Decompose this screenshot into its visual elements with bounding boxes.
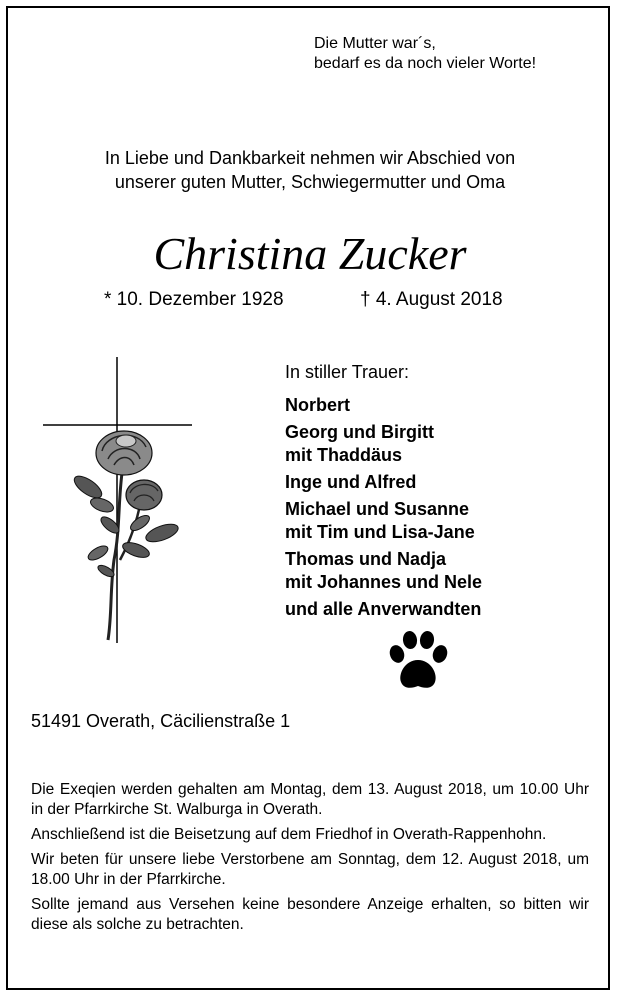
motto	[314, 34, 536, 74]
motto-line: bedarf es da noch vieler Worte!	[314, 55, 537, 72]
death-date: † 4. August 2018	[360, 289, 503, 310]
mourner-line: mit Thaddäus	[285, 445, 403, 465]
cross-with-roses-icon	[40, 355, 200, 650]
mourner-line: Norbert	[285, 395, 351, 415]
info-paragraph: Anschließend ist die Beisetzung auf dem Friedhof in Overath-Rappenhohn.	[31, 826, 547, 843]
intro-text	[0, 146, 620, 194]
paw-print-icon	[385, 630, 451, 699]
mourner-group	[285, 421, 482, 467]
intro-line: In Liebe und Dankbarkeit nehmen wir Abschied von	[104, 148, 516, 168]
mourner-line: Inge und Alfred	[285, 472, 417, 492]
mourner-group	[285, 548, 482, 594]
mourner-line: und alle Anverwandten	[285, 599, 482, 619]
mourner-line: mit Tim und Lisa-Jane	[285, 522, 475, 542]
mourner-list	[285, 394, 482, 625]
info-paragraph: Die Exeqien werden gehalten am Montag, dem 13. August 2018, um 10.00 Uhr in der Pfarrkirche St. Walburga in Overath.	[31, 781, 589, 818]
birth-date: * 10. Dezember 1928	[104, 289, 284, 310]
mourner-line: Thomas und Nadja	[285, 549, 447, 569]
deceased-name: Christina Zucker	[153, 228, 467, 279]
mourner-group	[285, 498, 482, 544]
mourner-line: mit Johannes und Nele	[285, 572, 483, 592]
motto-line: Die Mutter war´s,	[314, 35, 436, 52]
info-paragraph: Wir beten für unsere liebe Verstorbene am Sonntag, dem 12. August 2018, um 18.00 Uhr in der Pfarrkirche.	[31, 851, 589, 888]
mourner-line: Georg und Birgitt	[285, 422, 434, 442]
address: 51491 Overath, Cäcilienstraße 1	[31, 711, 291, 731]
info-paragraph: Sollte jemand aus Versehen keine besondere Anzeige erhalten, so bitten wir diese als solche zu betrachten.	[31, 896, 589, 933]
mourning-title: In stiller Trauer:	[285, 362, 410, 382]
mourner-line: Michael und Susanne	[285, 499, 470, 519]
mourner-group	[285, 394, 482, 417]
funeral-info	[31, 780, 589, 940]
mourner-group	[285, 598, 482, 621]
mourner-group	[285, 471, 482, 494]
intro-line: unserer guten Mutter, Schwiegermutter und Oma	[114, 172, 506, 192]
